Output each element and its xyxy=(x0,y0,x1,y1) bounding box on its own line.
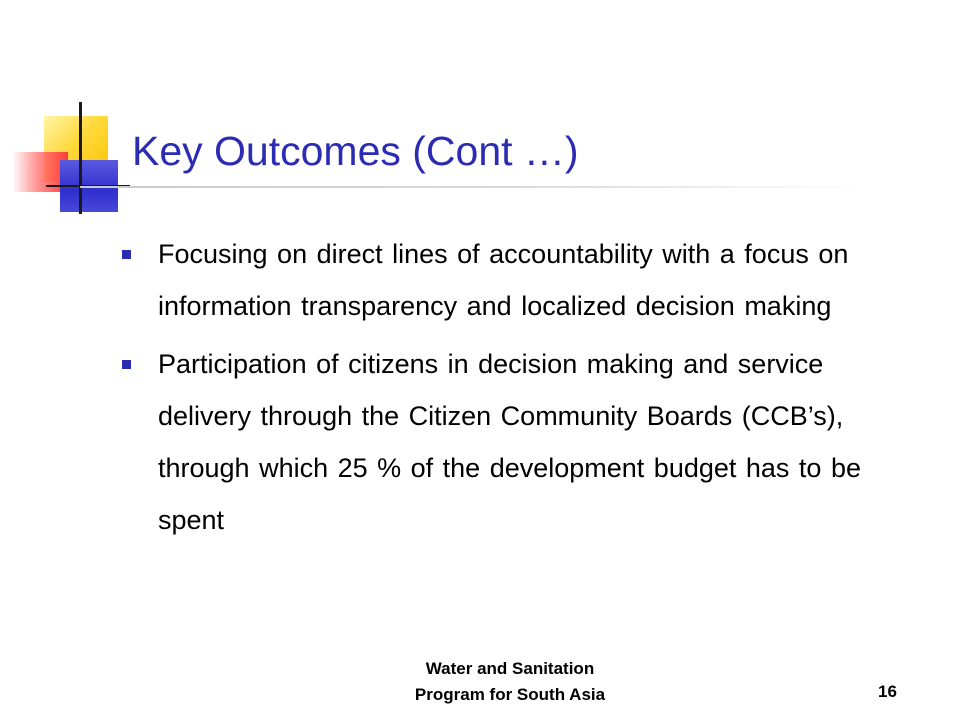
corner-logo-icon xyxy=(0,0,140,230)
slide-title: Key Outcomes (Cont …) xyxy=(132,128,579,174)
bullet-text: Participation of citizens in decision making and service delivery through the Citizen Community Boards (CCB’s), through which 25 % of the development budget has to be spent xyxy=(158,349,861,535)
bullet-square-icon xyxy=(122,360,131,369)
list-item xyxy=(122,338,892,546)
list-item xyxy=(122,228,892,332)
footer-line-2: Program for South Asia xyxy=(414,685,606,704)
bullet-list xyxy=(122,228,892,552)
page-number: 16 xyxy=(878,682,897,701)
title-divider xyxy=(80,186,870,188)
footer-line-1: Water and Sanitation xyxy=(425,659,595,678)
logo-vertical-line xyxy=(79,102,82,214)
bullet-square-icon xyxy=(122,250,131,259)
bullet-text: Focusing on direct lines of accountability with a focus on information transparency and localized decision making xyxy=(158,239,849,321)
footer-text xyxy=(360,656,660,708)
